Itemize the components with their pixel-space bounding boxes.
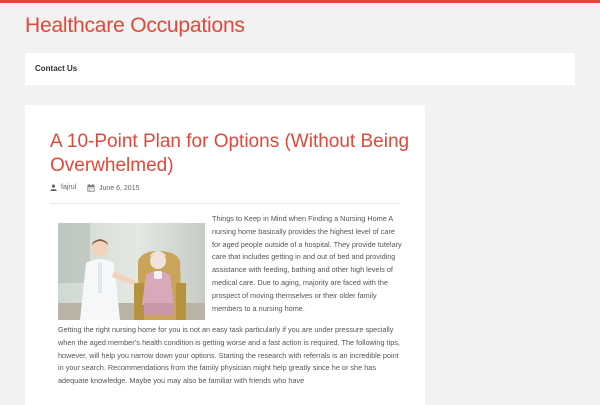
- post-author-name: fajrul: [61, 184, 77, 191]
- calendar-icon: [87, 184, 95, 192]
- user-icon: [50, 184, 57, 191]
- nurse-elderly-woman-photo-icon: [58, 223, 205, 320]
- post-date-text: June 6, 2015: [99, 184, 140, 192]
- post-author[interactable]: [50, 184, 76, 191]
- post-date[interactable]: [87, 184, 139, 192]
- post-excerpt-right: Things to Keep in Mind when Finding a Nursing Home A nursing home basically provides the highest level of care for aged people outside of a hospital. They provide tutelary care that includes getting in and out of bed and providing assistance with feeding, bathing and other high levels of medical care. Due to aging, majority are faced with the prospect of moving themselves or their older family members to a nursing home.: [212, 214, 402, 313]
- post-divider: [50, 203, 400, 204]
- top-accent-bar: [0, 0, 600, 3]
- post-excerpt-full: Getting the right nursing home for you is not an easy task particularly if you are under pressure specially when the aged member’s health condition is getting worse and a fast action is required. The following tips, however, will help you narrow down your options. Starting the research with referrals is an incredible point in your search. Recommendations from the family physician might help greatly since he or she has adequate knowledge. Maybe you may also be familiar with friends who have: [58, 325, 400, 386]
- nav-item-contact-us[interactable]: Contact Us: [35, 64, 78, 73]
- site-title[interactable]: Healthcare Occupations: [25, 14, 245, 37]
- post-article: [25, 105, 425, 405]
- main-navigation: [25, 53, 575, 85]
- post-image: [58, 223, 205, 320]
- post-title[interactable]: A 10-Point Plan for Options (Without Being Overwhelmed): [50, 131, 410, 176]
